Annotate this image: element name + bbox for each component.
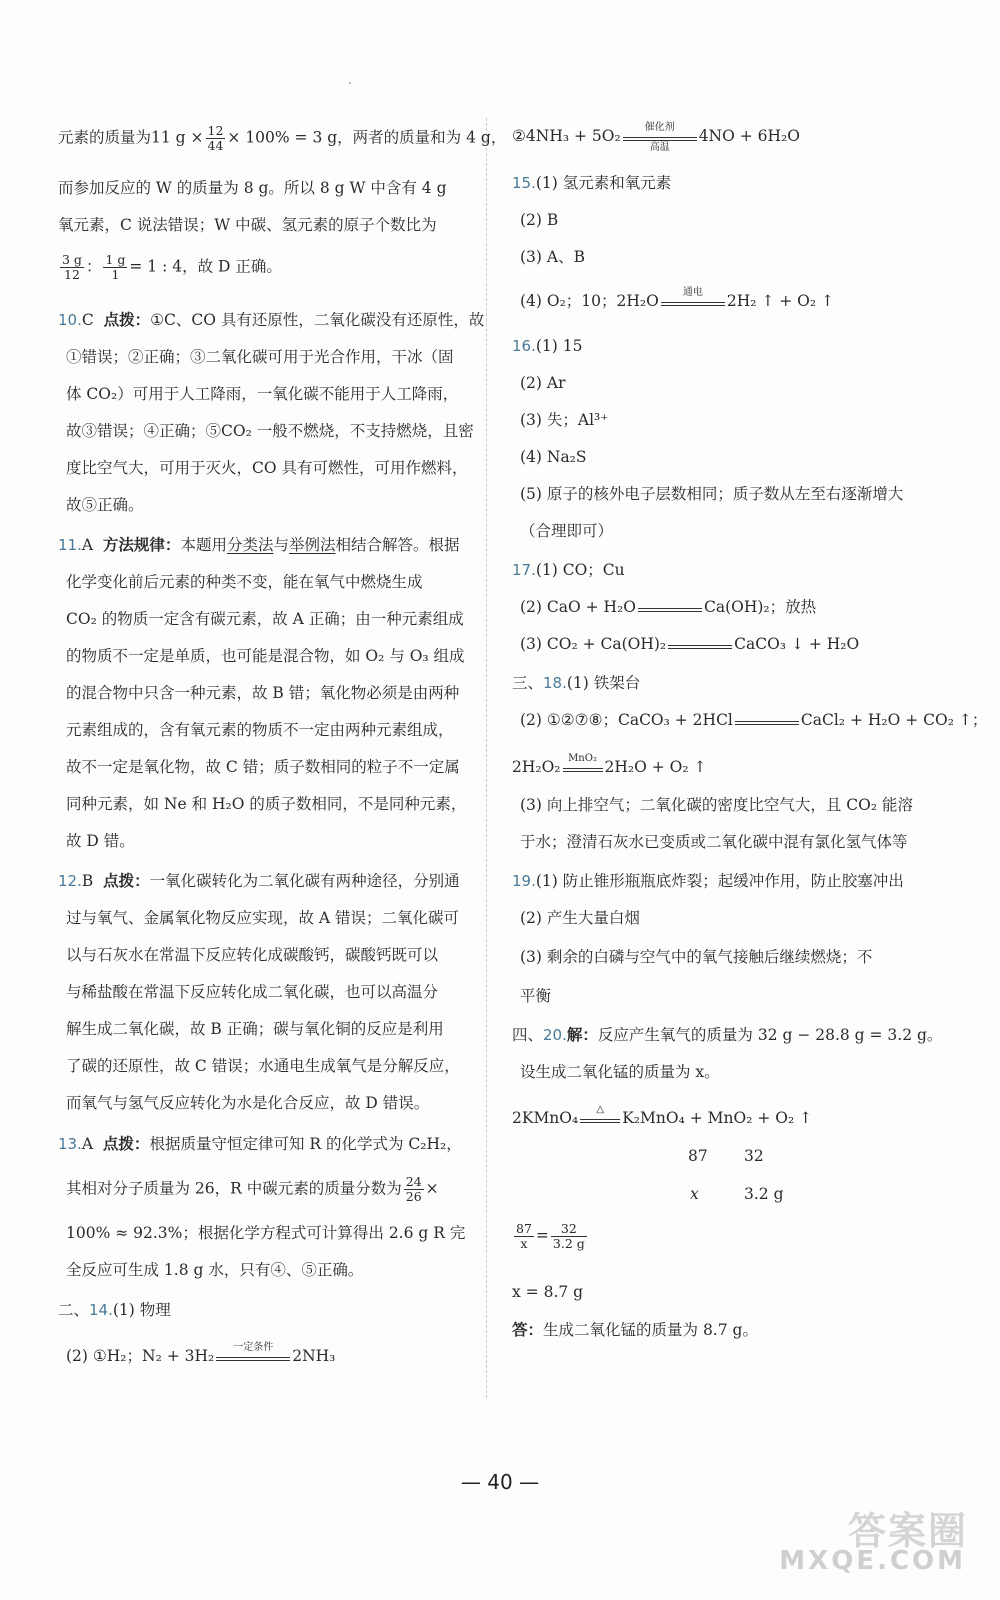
question-number: 19.	[512, 872, 536, 890]
text: (1) 15	[535, 337, 583, 355]
line	[580, 1122, 620, 1123]
question-number: 17.	[512, 561, 536, 579]
line: (2) Ar	[520, 374, 566, 392]
line: 而参加反应的 W 的质量为 8 g。所以 8 g W 中含有 4 g	[58, 179, 447, 197]
line: (2) B	[520, 211, 559, 229]
text: (3) CO₂ + Ca(OH)₂	[520, 635, 667, 653]
tip-label: 点拨：	[103, 871, 150, 890]
line: 度比空气大，可用于灭火，CO 具有可燃性，可用作燃料，	[66, 459, 468, 477]
line	[216, 1357, 290, 1358]
line: 了碳的还原性，故 C 错误；水通电生成氧气是分解反应，	[66, 1057, 460, 1075]
section-label: 四、	[512, 1026, 544, 1044]
question-16	[512, 334, 582, 358]
text: = 1 : 4，故 D 正确。	[129, 257, 282, 276]
question-19	[512, 869, 904, 893]
line: ①错误；②正确；③二氧化碳可用于光合作用，干冰（固	[66, 348, 454, 366]
line: 与稀盐酸在常温下反应转化成二氧化碳，也可以高温分	[66, 983, 439, 1001]
denominator: 1	[111, 267, 120, 282]
reaction-arrow	[623, 122, 697, 153]
text: 其相对分子质量为 26，R 中碳元素的质量分数为	[66, 1179, 402, 1198]
text: (4) O₂；10；2H₂O	[520, 292, 659, 310]
line: 于水；澄清石灰水已变质或二氧化碳中混有氯化氢气体等	[520, 833, 908, 851]
text: 2H₂O₂	[512, 758, 561, 776]
answer	[512, 1318, 758, 1342]
tip-label: 点拨：	[102, 1134, 150, 1153]
text: 元素的质量为11 g ×	[58, 128, 204, 147]
line: 100% ≈ 92.3%；根据化学方程式可计算得出 2.6 g R 完	[66, 1224, 466, 1242]
watermark-text: 答案圈	[847, 1509, 968, 1553]
line: 的物质不一定是单质，也可能是混合物，如 O₂ 与 O₃ 组成	[66, 647, 465, 665]
text: CaCl₂ + H₂O + CO₂ ↑；	[800, 711, 988, 729]
line: 化学变化前后元素的种类不变，能在氧气中燃烧生成	[66, 573, 423, 591]
reaction-condition: 催化剂	[644, 122, 675, 133]
question-20	[512, 1023, 942, 1047]
question-number: 14.	[89, 1301, 113, 1319]
proportion	[512, 1222, 589, 1251]
denominator: 44	[207, 138, 224, 153]
fraction	[514, 1222, 534, 1251]
line	[668, 648, 732, 649]
line: (4) Na₂S	[520, 448, 587, 466]
line: 故 D 错。	[66, 832, 135, 850]
numerator: 32	[551, 1222, 587, 1237]
line	[661, 305, 725, 306]
question-13	[58, 1132, 462, 1156]
question-number: 16.	[512, 337, 536, 355]
fraction	[103, 253, 127, 282]
text: × 100% = 3 g，两者的质量和为 4 g，	[227, 128, 507, 147]
reaction-condition: 通电	[682, 287, 703, 298]
text: 生成二氧化锰的质量为 8.7 g。	[543, 1321, 758, 1339]
line	[512, 289, 834, 313]
question-number: 15.	[512, 174, 536, 192]
question-10	[58, 308, 484, 332]
line	[735, 721, 799, 722]
text: ①C、CO 具有还原性，二氧化碳没有还原性，故	[150, 311, 485, 329]
page-number: — 40 —	[460, 1470, 540, 1494]
line: 故不一定是氧化物，故 C 错；质子数相同的粒子不一定属	[66, 758, 460, 776]
reaction-condition: △	[596, 1104, 605, 1115]
line	[661, 302, 725, 303]
text: (2) ①H₂；N₂ + 3H₂	[66, 1347, 215, 1365]
line	[580, 1119, 620, 1120]
text: ②4NH₃ + 5O₂	[512, 127, 621, 145]
line	[512, 755, 707, 779]
text: 一氧化碳转化为二氧化碳有两种途径，分别通	[149, 872, 460, 890]
molar-mass: 32	[744, 1147, 764, 1165]
fraction	[206, 124, 226, 153]
line	[512, 708, 987, 732]
line: 以与石灰水在常温下反应转化成碳酸钙，碳酸钙既可以	[66, 946, 439, 964]
question-number: 11.	[58, 536, 82, 554]
line: （合理即可）	[520, 522, 614, 540]
section-label: 二、	[58, 1301, 90, 1319]
line	[563, 768, 603, 769]
line: 同种元素，如 Ne 和 H₂O 的质子数相同，不是同种元素，	[66, 795, 467, 813]
unknown: x	[690, 1185, 699, 1203]
given-mass: 3.2 g	[744, 1185, 784, 1203]
line	[638, 608, 702, 609]
underlined-term: 分类法	[226, 536, 274, 554]
answer-label: 答：	[512, 1320, 544, 1339]
line: 体 CO₂）可用于人工降雨，一氧化碳不能用于人工降雨，	[66, 385, 459, 403]
question-12	[58, 869, 460, 893]
line: (3) 向上排空气；二氧化碳的密度比空气大，且 CO₂ 能溶	[520, 796, 914, 814]
answer-letter: C	[81, 311, 94, 329]
question-number: 10.	[58, 311, 82, 329]
column-divider	[486, 118, 487, 1398]
text: 本题用	[180, 536, 227, 554]
text: 根据质量守恒定律可知 R 的化学式为 C₂H₂，	[149, 1135, 462, 1153]
question-15	[512, 171, 671, 195]
line: 氧元素，C 说法错误；W 中碳、氢元素的原子个数比为	[58, 216, 437, 234]
line	[512, 595, 816, 619]
line: (5) 原子的核外电子层数相同；质子数从左至右逐渐增大	[520, 485, 904, 503]
fraction	[60, 253, 84, 282]
reaction-arrow	[661, 287, 725, 313]
line	[512, 632, 859, 656]
answer-letter: A	[81, 1135, 94, 1153]
text: K₂MnO₄ + MnO₂ + O₂ ↑	[622, 1109, 813, 1127]
line	[216, 1360, 290, 1361]
reaction-arrow	[735, 710, 799, 732]
text: =	[535, 1226, 549, 1245]
tip-label: 方法规律：	[102, 535, 181, 554]
text: ：	[85, 257, 102, 276]
solution-label: 解：	[566, 1025, 598, 1044]
numerator: 87	[516, 1221, 532, 1236]
molar-mass: 87	[688, 1147, 708, 1165]
line	[623, 137, 697, 138]
line	[735, 724, 799, 725]
section-label: 三、	[512, 674, 544, 692]
line: (3) 剩余的白磷与空气中的氧气接触后继续燃烧；不	[520, 948, 873, 966]
line: 故⑤正确。	[66, 496, 144, 514]
speck	[349, 82, 351, 84]
fraction	[404, 1175, 424, 1204]
reaction-arrow	[580, 1104, 620, 1130]
line: (3) A、B	[520, 248, 585, 266]
line	[58, 1344, 335, 1368]
answer-letter: B	[81, 872, 94, 890]
line	[623, 140, 697, 141]
question-11	[58, 533, 460, 557]
question-number: 12.	[58, 872, 82, 890]
text: 2NH₃	[292, 1347, 336, 1365]
answer-letter: A	[81, 536, 94, 554]
text: Ca(OH)₂；放热	[703, 598, 817, 616]
denominator: 12	[64, 267, 80, 282]
underlined-term: 举例法	[288, 536, 336, 554]
denominator: 26	[405, 1189, 422, 1204]
line	[58, 124, 506, 153]
text: 4NO + 6H₂O	[698, 127, 800, 145]
text: ×	[425, 1179, 439, 1198]
line: CO₂ 的物质一定含有碳元素，故 A 正确；由一种元素组成	[66, 610, 464, 628]
line: 过与氧气、金属氧化物反应实现，故 A 错误；二氧化碳可	[66, 909, 460, 927]
line	[512, 1106, 812, 1130]
denominator: x	[520, 1236, 528, 1251]
watermark-url: MXQE.COM	[779, 1546, 966, 1576]
line	[512, 122, 800, 153]
text: (1) CO；Cu	[535, 561, 625, 579]
fraction	[551, 1222, 587, 1251]
line: 解生成二氧化碳，故 B 正确；碳与氧化铜的反应是利用	[66, 1020, 444, 1038]
reaction-arrow	[216, 1342, 290, 1368]
line	[668, 645, 732, 646]
numerator: 24	[405, 1174, 422, 1189]
question-number: 13.	[58, 1135, 82, 1153]
line	[58, 253, 282, 282]
reaction-arrow	[563, 753, 603, 779]
line: 平衡	[520, 987, 552, 1005]
line: 全反应可生成 1.8 g 水，只有④、⑤正确。	[66, 1261, 364, 1279]
line: 故③错误；④正确；⑤CO₂ 一般不燃烧，不支持燃烧，且密	[66, 422, 474, 440]
denominator: 3.2 g	[552, 1236, 585, 1251]
line: 的混合物中只含一种元素，故 B 错；氧化物必须是由两种	[66, 684, 460, 702]
reaction-condition: MnO₂	[568, 753, 597, 764]
text: 2H₂O + O₂ ↑	[604, 758, 707, 776]
text: (1) 物理	[112, 1301, 171, 1319]
text: (1) 铁架台	[566, 674, 641, 692]
text: 2KMnO₄	[512, 1109, 579, 1127]
text: 与	[273, 536, 289, 554]
question-number: 20.	[543, 1026, 567, 1044]
reaction-condition: 高温	[649, 142, 670, 153]
text: 反应产生氧气的质量为 32 g − 28.8 g = 3.2 g。	[597, 1026, 943, 1044]
numerator: 1 g	[105, 252, 126, 267]
text: (1) 氢元素和氧元素	[535, 174, 672, 192]
line: 元素组成的，含有氧元素的物质不一定由两种元素组成，	[66, 721, 454, 739]
question-14	[58, 1298, 171, 1322]
watermark-logo	[778, 1500, 978, 1590]
question-number: 18.	[543, 674, 567, 692]
reaction-arrow	[638, 597, 702, 619]
numerator: 12	[207, 123, 224, 138]
line	[563, 771, 603, 772]
question-18	[512, 671, 640, 695]
text: (1) 防止锥形瓶瓶底炸裂；起缓冲作用，防止胶塞冲出	[535, 872, 904, 890]
line: 设生成二氧化锰的质量为 x。	[520, 1063, 720, 1081]
reaction-condition: 一定条件	[233, 1342, 274, 1353]
line	[58, 1175, 439, 1204]
tip-label: 点拨：	[103, 310, 151, 329]
text: 相结合解答。根据	[335, 536, 460, 554]
text: (2) CaO + H₂O	[520, 598, 636, 616]
line: (2) 产生大量白烟	[520, 909, 640, 927]
result: x = 8.7 g	[512, 1283, 584, 1301]
text: 2H₂ ↑ + O₂ ↑	[726, 292, 835, 310]
text: (2) ①②⑦⑧；CaCO₃ + 2HCl	[520, 711, 733, 729]
reaction-arrow	[668, 634, 732, 656]
line: (3) 失；Al³⁺	[520, 411, 609, 429]
text: CaCO₃ ↓ + H₂O	[734, 635, 860, 653]
line: 而氧气与氢气反应转化为水是化合反应，故 D 错误。	[66, 1094, 430, 1112]
numerator: 3 g	[62, 252, 82, 267]
question-17	[512, 558, 625, 582]
line	[638, 611, 702, 612]
